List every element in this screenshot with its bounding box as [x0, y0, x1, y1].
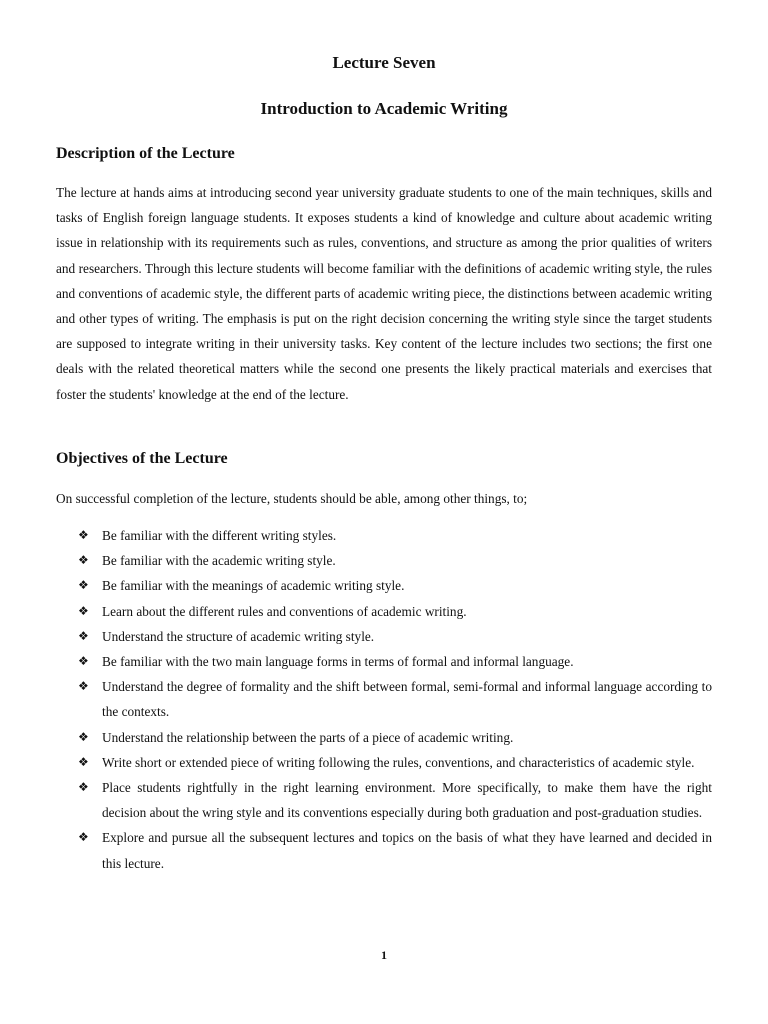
diamond-bullet-icon: ❖: [78, 603, 89, 618]
objective-item: [56, 573, 712, 598]
objective-text: Understand the degree of formality and the shift between formal, semi-formal and informal language according to the contexts.: [102, 679, 712, 720]
objective-item: [56, 599, 712, 624]
diamond-bullet-icon: ❖: [78, 628, 89, 643]
objective-item: [56, 674, 712, 724]
description-heading: Description of the Lecture: [56, 145, 235, 162]
diamond-bullet-icon: ❖: [78, 830, 89, 845]
objectives-list: [56, 523, 712, 876]
diamond-bullet-icon: ❖: [78, 528, 89, 542]
lecture-subtitle: Introduction to Academic Writing: [260, 99, 508, 118]
objectives-intro: On successful completion of the lecture, students should be able, among other things, to;: [56, 491, 528, 506]
objective-item: [56, 649, 712, 674]
objective-item: [56, 750, 712, 775]
diamond-bullet-icon: ❖: [78, 780, 89, 795]
objective-text: Learn about the different rules and conventions of academic writing.: [102, 603, 467, 619]
diamond-bullet-icon: ❖: [78, 654, 89, 669]
objective-item: [56, 624, 712, 649]
diamond-bullet-icon: ❖: [78, 553, 89, 568]
diamond-bullet-icon: ❖: [78, 578, 89, 593]
objectives-heading: Objectives of the Lecture: [56, 450, 228, 467]
page-number: 1: [381, 948, 387, 962]
objective-text: Be familiar with the two main language forms in terms of formal and informal language.: [102, 654, 574, 670]
objective-text: Be familiar with the meanings of academic writing style.: [102, 578, 405, 594]
description-paragraph: The lecture at hands aims at introducing second year university graduate students to one of the main techniques, skills and tasks of English foreign language students. It exposes students a kind of knowledge and culture about academic writing issue in relationship with its requirements such as rules, conventions, and structure as among the prior qualities of writers and researchers. Through this lecture students will become familiar with the definitions of academic writing style, the rules and conventions of academic style, the different parts of academic writing piece, the distinctions between academic writing and other types of writing. The emphasis is put on the right decision concerning the writing style since the target students are supposed to integrate writing in their university tasks. Key content of the lecture includes two sections; the first one deals with the related theoretical matters while the second one presents the likely practical materials and exercises that foster the students' knowledge at the end of the lecture.: [56, 185, 712, 402]
diamond-bullet-icon: ❖: [78, 754, 89, 769]
objective-text: Explore and pursue all the subsequent lectures and topics on the basis of what they have learned and decided in this lecture.: [102, 830, 712, 871]
objective-text: Be familiar with the academic writing style.: [102, 553, 336, 569]
diamond-bullet-icon: ❖: [78, 679, 89, 694]
diamond-bullet-icon: ❖: [78, 729, 89, 744]
objective-text: Understand the structure of academic writing style.: [102, 628, 375, 644]
objective-text: Place students rightfully in the right learning environment. More specifically, to make them have the right decision about the wring style and its conventions especially during both graduation and post-graduation studies.: [102, 780, 712, 821]
objective-text: Be familiar with the different writing styles.: [102, 528, 337, 543]
lecture-title: Lecture Seven: [332, 53, 436, 72]
objective-item: [56, 775, 712, 825]
objective-item: [56, 523, 712, 548]
objective-item: [56, 825, 712, 875]
objective-text: Understand the relationship between the parts of a piece of academic writing.: [102, 729, 514, 745]
objective-item: [56, 548, 712, 573]
objective-text: Write short or extended piece of writing following the rules, conventions, and characteristics of academic style.: [102, 754, 695, 770]
objective-item: [56, 725, 712, 750]
